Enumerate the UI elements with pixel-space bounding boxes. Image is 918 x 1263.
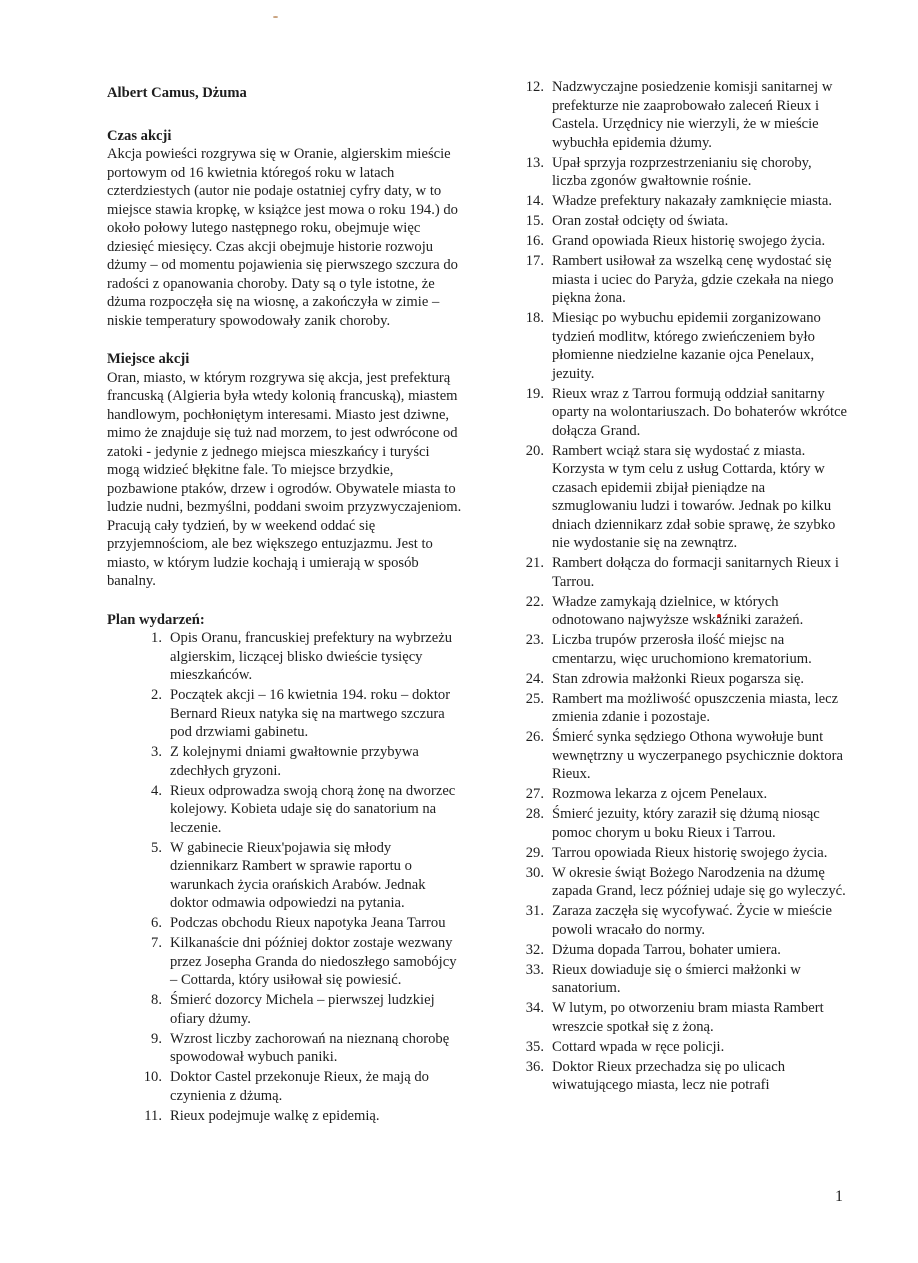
plan-item-text: Śmierć dozorcy Michela – pierwszej ludzkiej ofiary dżumy. — [170, 992, 435, 1027]
plan-item-text: W okresie świąt Bożego Narodzenia na dżumę zapada Grand, lecz później udaje się go wyleczyć. — [552, 864, 846, 899]
left-column — [107, 84, 462, 1145]
plan-item-text: Podczas obchodu Rieux napotyka Jeana Tarrou — [170, 915, 446, 931]
plan-list-item — [518, 385, 848, 441]
plan-item-number: 22. — [525, 593, 544, 610]
plan-item-number: 3. — [151, 744, 162, 760]
plan-list-item — [518, 1038, 848, 1057]
plan-list-item — [518, 670, 848, 689]
plan-item-text: Śmierć synka sędziego Othona wywołuje bunt wewnętrzny u wyczerpanego psychicznie doktora Rieux. — [552, 729, 843, 782]
plan-item-number: 30. — [525, 864, 544, 881]
plan-list-item — [518, 844, 848, 863]
plan-list-item — [107, 782, 462, 838]
plan-item-text: Rieux podejmuje walkę z epidemią. — [170, 1107, 380, 1124]
plan-list-item — [518, 309, 848, 383]
plan-item-text: Rambert wciąż stara się wydostać z miasta. Korzysta w tym celu z usług Cottarda, który w czasach epidemii zbijał pieniądze na szmuglowaniu ludzi i towarów. Jednak po kilku dniach dziennikarz zdał sobie sprawę, że szybko nie wydostanie się na zewnątrz. — [552, 442, 836, 551]
plan-item-number: 7. — [151, 935, 162, 951]
plan-list-part-2 — [518, 78, 848, 1095]
plan-item-number: 15. — [525, 213, 544, 229]
scan-speck — [273, 16, 278, 18]
plan-list-item — [518, 1058, 848, 1095]
plan-list-item — [518, 631, 848, 668]
plan-item-number: 19. — [525, 385, 544, 402]
plan-item-text: Cottard wpada w ręce policji. — [552, 1038, 725, 1055]
plan-list-item — [518, 554, 848, 591]
plan-item-text: Śmierć jezuity, który zaraził się dżumą niosąc pomoc chorym u boku Rieux i Tarrou. — [552, 806, 820, 841]
plan-item-number: 4. — [151, 782, 162, 799]
plan-item-number: 8. — [151, 992, 162, 1008]
plan-item-text: Rambert usiłował za wszelką cenę wydostać się miasta i uciec do Paryża, gdzie czekała na niego piękna żona. — [552, 253, 834, 306]
plan-item-number: 34. — [525, 1000, 544, 1016]
plan-item-text: Liczba trupów przerosła ilość miejsc na cmentarzu, więc uruchomiono krematorium. — [552, 632, 812, 667]
plan-list-part-1 — [107, 629, 462, 1125]
plan-list-item — [518, 78, 848, 152]
plan-item-text: Rambert dołącza do formacji sanitarnych Rieux i Tarrou. — [552, 555, 839, 590]
plan-item-number: 2. — [151, 687, 162, 703]
section-body-place: Oran, miasto, w którym rozgrywa się akcja, jest prefekturą francuską (Algieria była wtedy kolonią francuską), miastem handlowym, pochłoniętym interesami. Miasto jest dziwne, mimo że znajduje się tuż nad morzem, to jest odwrócone od zatoki - jedynie z jednego miejsca mieszkańcy i turyści mogą widzieć błękitne fale. To miejsce brzydkie, pozbawione ptaków, drzew i ogrodów. Obywatele miasta to ludzie nudni, bezmyślni, poddani swoim przyzwyczajeniom. Pracują cały tydzień, by w weekend oddać się przyjemnościom, ale bez większego entuzjazmu. Jest to miasto, w którym ludzie kochają i umierają w sposób banalny. — [107, 369, 462, 589]
plan-item-text: Grand opowiada Rieux historię swojego życia. — [552, 233, 826, 249]
plan-list-item — [518, 805, 848, 842]
plan-list-item — [107, 743, 462, 780]
plan-list-item — [107, 991, 462, 1028]
plan-list-item — [107, 839, 462, 913]
plan-item-text: Wzrost liczby zachorowań na nieznaną chorobę spowodował wybuch paniki. — [170, 1030, 450, 1065]
plan-item-number: 1. — [151, 630, 162, 646]
section-heading-time: Czas akcji — [107, 127, 172, 144]
plan-item-text: Rieux dowiaduje się o śmierci małżonki w sanatorium. — [552, 961, 801, 996]
plan-item-text: Rieux wraz z Tarrou formują oddział sanitarny oparty na wolontariuszach. Do bohaterów wkrótce dołącza Grand. — [552, 385, 848, 439]
plan-item-number: 33. — [525, 961, 544, 978]
plan-item-number: 18. — [525, 310, 544, 326]
section-heading-plan: Plan wydarzeń: — [107, 611, 205, 628]
plan-item-number: 13. — [525, 154, 544, 171]
plan-item-number: 17. — [525, 253, 544, 269]
plan-list-item — [518, 864, 848, 901]
plan-item-number: 28. — [525, 806, 544, 822]
plan-item-number: 32. — [525, 941, 544, 958]
plan-item-text: Oran został odcięty od świata. — [552, 213, 729, 229]
plan-item-text: Dżuma dopada Tarrou, bohater umiera. — [552, 941, 781, 958]
plan-list-item — [518, 232, 848, 251]
plan-list-item — [107, 1107, 462, 1126]
plan-list-item — [518, 252, 848, 308]
plan-item-number: 26. — [525, 729, 544, 745]
plan-item-text: Doktor Rieux przechadza się po ulicach wiwatującego miasta, lecz nie potrafi — [552, 1058, 786, 1093]
plan-list-item — [107, 1030, 462, 1067]
plan-item-text: Początek akcji – 16 kwietnia 194. roku – doktor Bernard Rieux natyka się na martwego szczura pod drzwiami gabinetu. — [170, 687, 451, 740]
plan-item-text: Miesiąc po wybuchu epidemii zorganizowano tydzień modlitw, którego zwieńczeniem było płomienne niedzielne kazanie ojca Penelaux, jezuity. — [552, 310, 821, 382]
plan-item-number: 29. — [525, 844, 544, 861]
plan-item-number: 27. — [525, 786, 544, 802]
plan-item-number: 6. — [151, 915, 162, 931]
section-body-time: Akcja powieści rozgrywa się w Oranie, algierskim mieście portowym od 16 kwietnia któregoś roku w latach czterdziestych (autor nie podaje ostatniej cyfry daty, w to miejsce stawia kropkę, w książce jest mowa o roku 194.) do około połowy lutego następnego roku, obejmuje więc dziesięć miesięcy. Czas akcji obejmuje historie rozwoju dżumy – od momentu pojawienia się pierwszego szczura do radości z opanowania choroby. Daty są o tyle istotne, że dżuma rozpoczęła się na wiosnę, a zakończyła w zimie – niskie temperatury spowodowały zanik choroby. — [107, 146, 458, 329]
plan-list-item — [518, 999, 848, 1036]
plan-item-text: Rambert ma możliwość opuszczenia miasta, lecz zmienia zdanie i pozostaje. — [552, 690, 839, 725]
plan-item-number: 11. — [144, 1107, 162, 1124]
plan-list-item — [107, 934, 462, 990]
right-column — [518, 78, 848, 1096]
plan-item-text: Rieux odprowadza swoją chorą żonę na dworzec kolejowy. Kobieta udaje się do sanatorium na leczenie. — [170, 782, 456, 836]
section-time — [107, 127, 462, 331]
plan-item-text: Władze prefektury nakazały zamknięcie miasta. — [552, 193, 832, 209]
plan-item-text: Z kolejnymi dniami gwałtownie przybywa zdechłych gryzoni. — [170, 744, 419, 779]
plan-item-number: 10. — [143, 1069, 162, 1085]
plan-list-item — [518, 902, 848, 939]
plan-item-text: Stan zdrowia małżonki Rieux pogarsza się. — [552, 670, 805, 687]
plan-list-item — [107, 629, 462, 685]
plan-item-text: Władze zamykają dzielnice, w których odnotowano najwyższe wskaźniki zarażeń. — [552, 593, 804, 628]
plan-item-number: 24. — [525, 670, 544, 687]
plan-item-number: 31. — [525, 903, 544, 919]
plan-list-item — [107, 686, 462, 742]
page-number: 1 — [835, 1188, 843, 1205]
section-heading-place: Miejsce akcji — [107, 351, 190, 367]
plan-list-item — [518, 442, 848, 553]
plan-item-text: Doktor Castel przekonuje Rieux, że mają do czynienia z dżumą. — [170, 1069, 429, 1104]
plan-item-text: Tarrou opowiada Rieux historię swojego życia. — [552, 844, 828, 861]
document-title: Albert Camus, Dżuma — [107, 85, 247, 101]
plan-item-number: 5. — [151, 839, 162, 856]
section-place — [107, 350, 462, 591]
plan-item-text: W gabinecie Rieux'pojawia się młody dziennikarz Rambert w sprawie raportu o warunkach życia orańskich Arabów. Jednak doktor odmawia odpowiedzi na pytania. — [170, 839, 426, 911]
plan-list-item — [518, 785, 848, 804]
plan-item-number: 25. — [525, 690, 544, 707]
plan-list-item — [518, 690, 848, 727]
plan-list-item — [518, 961, 848, 998]
plan-item-text: Upał sprzyja rozprzestrzenianiu się choroby, liczba zgonów gwałtownie rośnie. — [552, 154, 812, 189]
plan-item-number: 9. — [151, 1030, 162, 1047]
plan-item-number: 23. — [525, 632, 544, 648]
plan-list-item — [518, 212, 848, 231]
plan-list-item — [107, 1068, 462, 1105]
plan-item-number: 16. — [525, 233, 544, 249]
plan-list-item — [518, 593, 848, 630]
plan-item-text: Zaraza zaczęła się wycofywać. Życie w mieście powoli wracało do normy. — [552, 903, 832, 938]
plan-item-text: Opis Oranu, francuskiej prefektury na wybrzeżu algierskim, liczącej blisko dwieście tysięcy mieszkańców. — [170, 630, 453, 683]
plan-list-item — [518, 192, 848, 211]
plan-list-item — [107, 914, 462, 933]
plan-item-number: 21. — [525, 555, 544, 571]
plan-item-number: 12. — [525, 79, 544, 95]
plan-item-text: W lutym, po otworzeniu bram miasta Rambert wreszcie spotkał się z żoną. — [552, 1000, 824, 1035]
plan-list-item — [518, 154, 848, 191]
plan-item-text: Nadzwyczajne posiedzenie komisji sanitarnej w prefekturze nie zaaprobowało zaleceń Rieux i Castela. Urzędnicy nie wierzyli, że w mieście wybuchła epidemia dżumy. — [552, 79, 833, 151]
plan-item-text: Rozmowa lekarza z ojcem Penelaux. — [552, 786, 768, 802]
section-plan — [107, 611, 462, 1126]
plan-list-item — [518, 941, 848, 960]
plan-item-text: Kilkanaście dni później doktor zostaje wezwany przez Josepha Granda do niedoszłego samobójcy – Cottarda, który usiłował się powiesić. — [170, 935, 457, 988]
plan-item-number: 36. — [525, 1058, 544, 1075]
plan-list-item — [518, 728, 848, 784]
plan-item-number: 35. — [525, 1038, 544, 1055]
plan-item-number: 14. — [525, 193, 544, 209]
plan-item-number: 20. — [525, 442, 544, 459]
